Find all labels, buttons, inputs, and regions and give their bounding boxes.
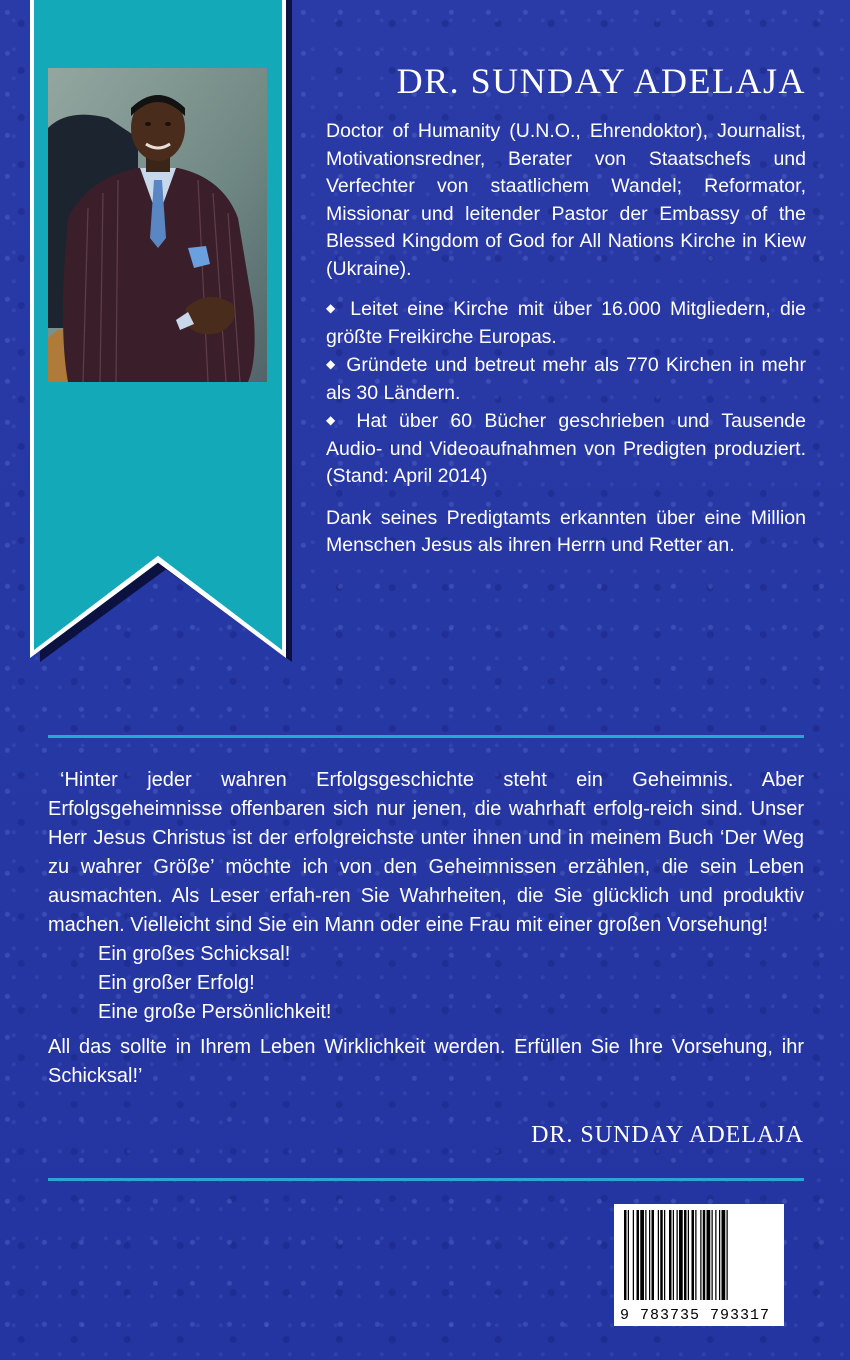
author-photo bbox=[48, 68, 267, 382]
quote-ending: All das sollte in Ihrem Leben Wirklichkeit werden. Erfüllen Sie Ihre Vorsehung, ihr Schicksal!’ bbox=[48, 1036, 804, 1087]
barcode-number: 9 783735 793317 bbox=[620, 1307, 771, 1324]
quote-block bbox=[48, 766, 804, 1091]
diamond-bullet-icon: ◆ bbox=[326, 301, 340, 315]
diamond-bullet-icon: ◆ bbox=[326, 357, 338, 371]
divider-bottom bbox=[48, 1178, 804, 1181]
quote-line: Ein großer Erfolg! bbox=[98, 972, 255, 994]
barcode-bars bbox=[614, 1204, 784, 1304]
quote-line: Eine große Persönlichkeit! bbox=[98, 1001, 332, 1023]
bullet-item: ◆ Leitet eine Kirche mit über 16.000 Mitgliedern, die größte Freikirche Europas. bbox=[326, 298, 807, 348]
quote-signature: DR. SUNDAY ADELAJA bbox=[531, 1122, 804, 1148]
author-bio: Doctor of Humanity (U.N.O., Ehrendoktor), Journalist, Motivationsredner, Berater von Staatschefs und Verfechter von staatlichem Wandel; Reformator, Missionar und leitender Pastor der Embassy of the Blessed Kingdom of God for All Nations Kirche in Kiew (Ukraine). bbox=[326, 120, 806, 280]
author-info bbox=[326, 60, 806, 560]
diamond-bullet-icon: ◆ bbox=[326, 413, 343, 427]
divider-top bbox=[48, 735, 804, 738]
quote-paragraph: ‘Hinter jeder wahren Erfolgsgeschichte steht ein Geheimnis. Aber Erfolgsgeheimnisse offenbaren sich nur jenen, die wahrhaft erfolg-reich sind. Unser Herr Jesus Christus ist der erfolgreichste unter ihnen und in meinem Buch ‘Der Weg zu wahrer Größe’ möchte ich von den Geheimnissen erzählen, die sein Leben ausmachten. Als Leser erfah-ren Sie Wahrheiten, die Sie glücklich und produktiv machen. Vielleicht sind Sie ein Mann oder eine Frau mit einer großen Vorsehung! bbox=[48, 769, 804, 936]
quote-line: Ein großes Schicksal! bbox=[98, 943, 291, 965]
bullet-item: ◆ Gründete und betreut mehr als 770 Kirchen in mehr als 30 Ländern. bbox=[326, 354, 806, 404]
author-closing: Dank seines Predigtamts erkannten über eine Million Menschen Jesus als ihren Herrn und Retter an. bbox=[326, 506, 806, 556]
author-name: DR. SUNDAY ADELAJA bbox=[396, 61, 806, 101]
isbn-barcode bbox=[614, 1204, 784, 1326]
bullet-item: ◆ Hat über 60 Bücher geschrieben und Tausende Audio- und Videoaufnahmen von Predigten produziert. (Stand: April 2014) bbox=[326, 410, 806, 487]
